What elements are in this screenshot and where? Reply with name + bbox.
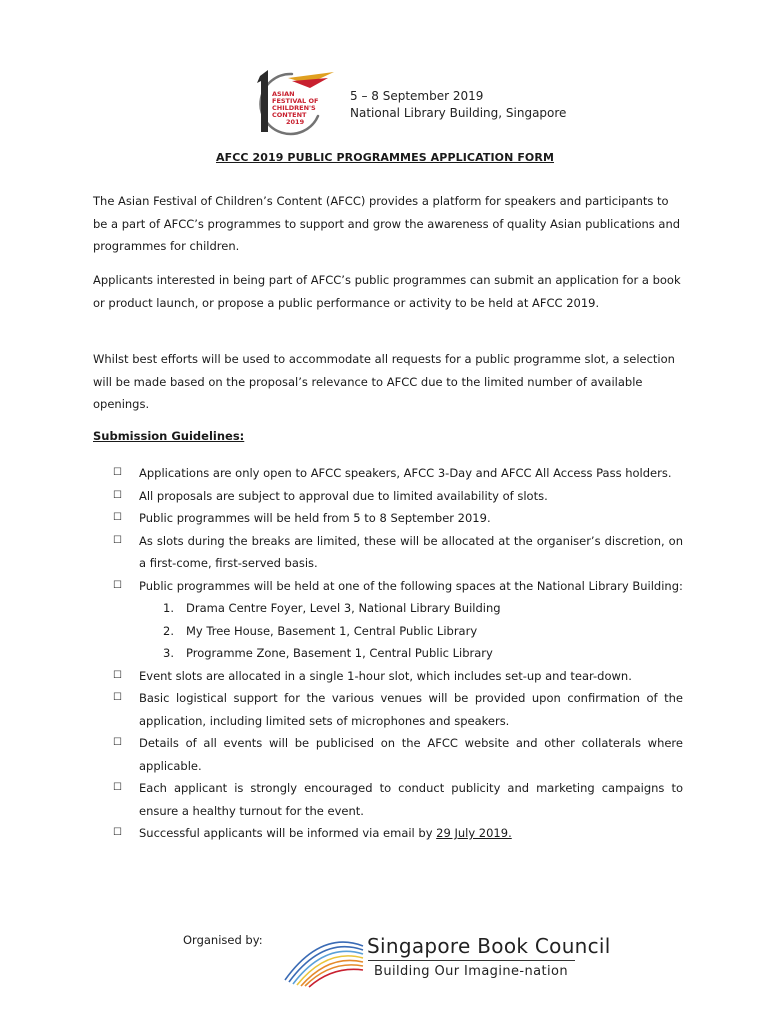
guideline-item bbox=[113, 822, 683, 845]
checkbox-bullet-icon: ☐ bbox=[113, 737, 122, 748]
checkbox-bullet-icon: ☐ bbox=[113, 827, 122, 838]
venue-item bbox=[139, 642, 683, 665]
event-dates: 5 – 8 September 2019 bbox=[350, 89, 484, 103]
form-title: AFCC 2019 PUBLIC PROGRAMMES APPLICATION FORM bbox=[215, 151, 555, 164]
guideline-item bbox=[113, 665, 683, 688]
guideline-text: Applications are only open to AFCC speakers, AFCC 3-Day and AFCC All Access Pass holders. bbox=[139, 466, 672, 480]
guideline-text: As slots during the breaks are limited, these will be allocated at the organiser’s discretion, on a first-come, first-served basis. bbox=[139, 533, 683, 570]
checkbox-bullet-icon: ☐ bbox=[113, 489, 122, 501]
guideline-item bbox=[113, 507, 683, 530]
organiser-divider bbox=[368, 960, 575, 961]
guideline-text: All proposals are subject to approval due to limited availability of slots. bbox=[139, 488, 548, 503]
venue-list bbox=[139, 597, 683, 665]
guideline-item bbox=[113, 530, 683, 575]
checkbox-bullet-icon: ☐ bbox=[113, 579, 122, 591]
checkbox-bullet-icon: ☐ bbox=[113, 534, 122, 546]
applicants-paragraph: Applicants interested in being part of AFCC’s public programmes can submit an application for a book or product launch, or propose a public performance or activity to be held at AFCC 2019. bbox=[93, 273, 681, 310]
checkbox-bullet-icon: ☐ bbox=[113, 692, 122, 703]
guideline-item bbox=[113, 575, 683, 665]
guideline-item bbox=[113, 687, 683, 732]
organiser-name: Singapore Book Council bbox=[367, 934, 611, 958]
venue-number: 3. bbox=[163, 646, 174, 660]
guideline-item bbox=[113, 485, 683, 508]
guideline-item bbox=[113, 462, 683, 485]
guideline-text: Event slots are allocated in a single 1-hour slot, which includes set-up and tear-down. bbox=[139, 668, 632, 683]
venue-number: 1. bbox=[163, 601, 174, 615]
checkbox-bullet-icon: ☐ bbox=[113, 512, 122, 523]
guideline-item bbox=[113, 732, 683, 777]
checkbox-bullet-icon: ☐ bbox=[113, 467, 122, 478]
guideline-text: Details of all events will be publicised on the AFCC website and other collaterals where applicable. bbox=[139, 736, 683, 773]
event-venue: National Library Building, Singapore bbox=[350, 106, 567, 120]
organised-by-label: Organised by: bbox=[183, 933, 263, 947]
guideline-text: Successful applicants will be informed via email by bbox=[139, 826, 437, 840]
logo-line-2: FESTIVAL OF bbox=[272, 97, 319, 105]
guideline-text: Public programmes will be held at one of the following spaces at the National Library Building: bbox=[139, 578, 683, 593]
afcc-2019-logo bbox=[248, 66, 340, 136]
venue-number: 2. bbox=[163, 623, 174, 638]
checkbox-bullet-icon: ☐ bbox=[113, 782, 122, 793]
guideline-text: Each applicant is strongly encouraged to conduct publicity and marketing campaigns to ensure a healthy turnout for the event. bbox=[139, 781, 683, 818]
logo-year: 2019 bbox=[286, 118, 305, 126]
intro-paragraph: The Asian Festival of Children’s Content (AFCC) provides a platform for speakers and participants to be a part of AFCC’s programmes to support and grow the awareness of quality Asian publications and programmes for children. bbox=[93, 194, 681, 253]
venue-text: Programme Zone, Basement 1, Central Public Library bbox=[186, 646, 493, 660]
guideline-text: Public programmes will be held from 5 to 8 September 2019. bbox=[139, 511, 491, 525]
organiser-tagline: Building Our Imagine-nation bbox=[374, 964, 568, 979]
checkbox-bullet-icon: ☐ bbox=[113, 669, 122, 681]
venue-text: Drama Centre Foyer, Level 3, National Library Building bbox=[186, 601, 501, 615]
venue-item bbox=[139, 620, 683, 643]
submission-guidelines-heading: Submission Guidelines: bbox=[93, 429, 245, 443]
venue-item bbox=[139, 597, 683, 620]
venue-text: My Tree House, Basement 1, Central Public Library bbox=[186, 623, 478, 638]
logo-line-4: CONTENT bbox=[272, 111, 307, 119]
guidelines-list bbox=[113, 462, 683, 845]
guideline-text: Basic logistical support for the various venues will be provided upon confirmation of the application, including limited sets of microphones and speakers. bbox=[139, 691, 683, 728]
logo-line-3: CHILDREN'S bbox=[272, 104, 316, 112]
selection-paragraph: Whilst best efforts will be used to accommodate all requests for a public programme slot, a selection will be made based on the proposal’s relevance to AFCC due to the limited number of available openings. bbox=[93, 352, 675, 411]
event-info bbox=[350, 88, 566, 122]
logo-line-1: ASIAN bbox=[272, 90, 295, 98]
guideline-item bbox=[113, 777, 683, 822]
notification-deadline: 29 July 2019. bbox=[436, 826, 512, 840]
